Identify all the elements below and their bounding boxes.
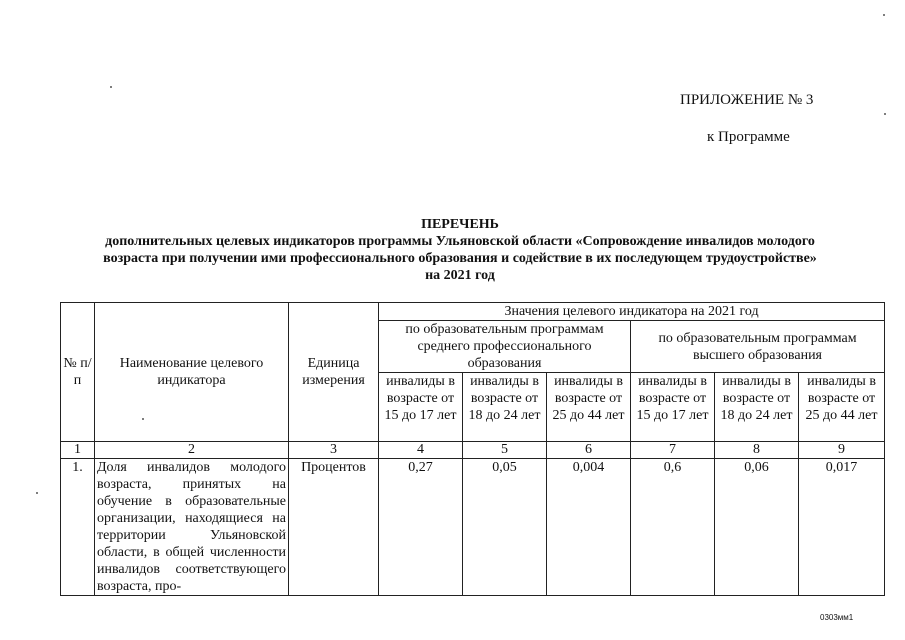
value-cell: 0,27 <box>379 459 463 596</box>
table-row <box>61 459 885 596</box>
appendix-label: ПРИЛОЖЕНИЕ № 3 <box>680 92 814 108</box>
title-line-4: на 2021 год <box>425 268 495 283</box>
header-group-vo: по образовательным программам высшего образования <box>631 321 885 373</box>
header-unit: Единица измерения <box>289 303 379 442</box>
value-cell: 0,6 <box>631 459 715 596</box>
sub-header: инвалиды в возрасте от 18 до 24 лет <box>715 373 799 442</box>
column-number: 9 <box>799 442 885 459</box>
document-title <box>40 216 880 284</box>
indicators-table <box>60 302 885 596</box>
header-name: Наименование целевого индикатора <box>95 303 289 442</box>
row-number: 1. <box>61 459 95 596</box>
header-row-1 <box>61 303 885 321</box>
scan-speck <box>142 418 144 420</box>
column-number: 1 <box>61 442 95 459</box>
value-cell: 0,05 <box>463 459 547 596</box>
unit-cell: Процентов <box>289 459 379 596</box>
footer-code: 0303мм1 <box>820 613 854 622</box>
to-program-label: к Программе <box>707 129 790 145</box>
column-number: 4 <box>379 442 463 459</box>
column-number: 5 <box>463 442 547 459</box>
sub-header: инвалиды в возрасте от 25 до 44 лет <box>799 373 885 442</box>
value-cell: 0,06 <box>715 459 799 596</box>
header-no: № п/п <box>61 303 95 442</box>
column-number: 2 <box>95 442 289 459</box>
title-line-2: дополнительных целевых индикаторов программы Ульяновской области «Сопровождение инвалидов молодого <box>105 234 815 249</box>
column-number: 3 <box>289 442 379 459</box>
scan-speck <box>110 86 112 88</box>
value-cell: 0,004 <box>547 459 631 596</box>
header-group-spo: по образовательным программам среднего профессионального образования <box>379 321 631 373</box>
column-number: 6 <box>547 442 631 459</box>
title-line-1: ПЕРЕЧЕНЬ <box>421 217 499 232</box>
sub-header: инвалиды в возрасте от 15 до 17 лет <box>631 373 715 442</box>
column-number: 7 <box>631 442 715 459</box>
sub-header: инвалиды в возрасте от 25 до 44 лет <box>547 373 631 442</box>
column-number-row <box>61 442 885 459</box>
indicator-name: Доля инвалидов молодого возраста, принятых на обучение в образовательные организации, находящиеся на территории Ульяновской области, в общей численности инвалидов соответствующего возраста, про- <box>95 459 289 596</box>
scan-speck <box>884 113 886 115</box>
scan-speck <box>36 492 38 494</box>
title-line-3: возраста при получении ими профессионального образования и содействие в их последующем трудоустройстве» <box>103 251 817 266</box>
value-cell: 0,017 <box>799 459 885 596</box>
scan-speck <box>883 14 885 16</box>
sub-header: инвалиды в возрасте от 15 до 17 лет <box>379 373 463 442</box>
sub-header: инвалиды в возрасте от 18 до 24 лет <box>463 373 547 442</box>
column-number: 8 <box>715 442 799 459</box>
header-values: Значения целевого индикатора на 2021 год <box>379 303 885 321</box>
